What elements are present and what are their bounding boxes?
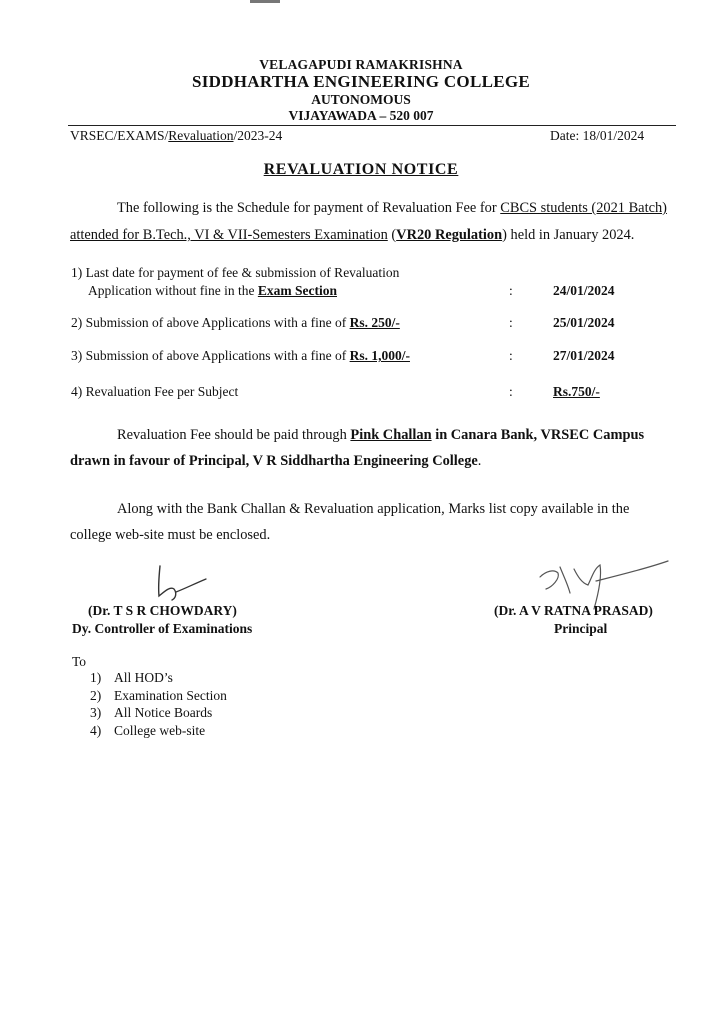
schedule-item-4: 4) Revaluation Fee per Subject [71,384,239,399]
schedule-item-2-colon: : [509,315,513,330]
intro-line-2: attended for B.Tech., VI & VII-Semesters Examination (VR20 Regulation) held in January 2024. [70,227,635,243]
list-item: 1) All HOD’s [90,670,173,685]
schedule-item-1-line-2: Application without fine in the Exam Section [88,283,337,298]
schedule-item-2: 2) Submission of above Applications with a fine of Rs. 250/- [71,315,400,330]
schedule-item-2-date: 25/01/2024 [553,315,615,330]
scan-mark [250,0,280,3]
principal-name: (Dr. A V RATNA PRASAD) [494,603,653,618]
list-item: 2) Examination Section [90,687,227,703]
notice-date: Date: 18/01/2024 [550,128,645,143]
notice-title: REVALUATION NOTICE [263,161,459,178]
payment-line-1: Revaluation Fee should be paid through Pink Challan in Canara Bank, VRSEC Campus [117,427,645,443]
schedule-item-1-date: 24/01/2024 [553,283,615,298]
controller-signature [150,562,220,608]
distribution-label: To [72,654,87,669]
schedule-item-3: 3) Submission of above Applications with a fine of Rs. 1,000/- [71,348,410,363]
controller-title: Dy. Controller of Examinations [72,621,253,636]
controller-name: (Dr. T S R CHOWDARY) [88,603,237,618]
list-item: 3) All Notice Boards [90,705,213,720]
principal-title: Principal [554,621,608,636]
list-item: 4) College web-site [90,722,206,738]
enclosure-line-2: college web-site must be enclosed. [70,527,271,543]
institution-address: VIJAYAWADA – 520 007 [288,108,434,123]
intro-line-1: The following is the Schedule for payment of Revaluation Fee for CBCS students (2021 Batch) [117,200,667,216]
schedule-item-4-fee: Rs.750/- [553,384,600,399]
institution-status: AUTONOMOUS [311,92,411,107]
header-rule [68,125,676,126]
institution-name: SIDDHARTHA ENGINEERING COLLEGE [191,72,531,91]
reference-number: VRSEC/EXAMS/Revaluation/2023-24 [70,128,283,143]
schedule-item-1-line-1: 1) Last date for payment of fee & submission of Revaluation [71,265,400,280]
enclosure-line-1: Along with the Bank Challan & Revaluation application, Marks list copy available in the [117,501,630,517]
payment-line-2: drawn in favour of Principal, V R Siddhartha Engineering College. [70,453,482,469]
institution-line-1: VELAGAPUDI RAMAKRISHNA [259,57,463,72]
distribution-list [90,669,227,739]
schedule-item-4-colon: : [509,384,513,399]
schedule-item-3-colon: : [509,348,513,363]
schedule-item-3-date: 27/01/2024 [553,348,615,363]
schedule-item-1-colon: : [509,283,513,298]
